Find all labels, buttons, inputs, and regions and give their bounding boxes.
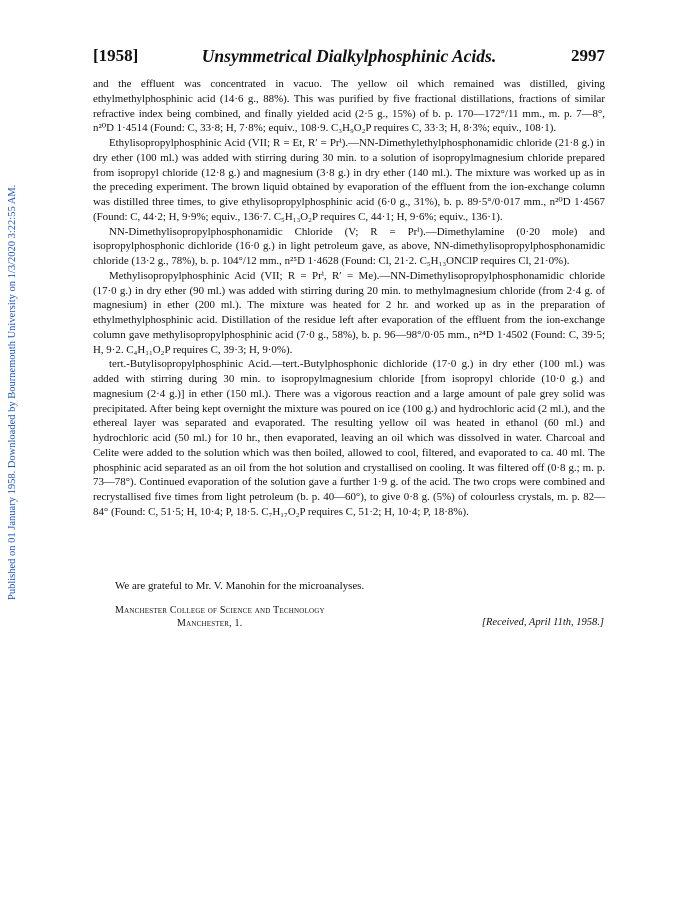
- paragraph-3: NN-Dimethylisopropylphosphonamidic Chloride (V; R = Prⁱ).—Dimethylamine (0·20 mole) and isopropylphosphonic dichloride (16·0 g.) in light petroleum gave, as above, NN-dimethylisopropylphosphonamidic chloride (13·2 g., 78%), b. p. 104°/12 mm., n²⁵D 1·4628 (Found: Cl, 21·2. C₅H₁₃ONClP requires Cl, 21·0%).: [93, 225, 605, 267]
- side-download-note: [7, 130, 21, 600]
- received-date: [Received, April 11th, 1958.]: [481, 617, 604, 628]
- running-header: [93, 46, 605, 68]
- paragraph-4: Methylisopropylphosphinic Acid (VII; R = Prⁱ, R′ = Me).—NN-Dimethylisopropylphosphonamidic chloride (17·0 g.) in dry ether (90 ml.) was added with stirring during 20 min. to methylmagnesium chloride (from 2·4 g. of magnesium) in ether (200 ml.). The mixture was heated for 2 hr. and worked up as in the preparation of ethylmethylphosphinic acid. Distillation of the residue left after evaporation of the effluent from the ion-exchange column gave methylisopropylphosphinic acid (7·0 g., 58%), b. p. 96—98°/0·05 mm., n²⁴D 1·4502 (Found: C, 39·5; H, 9·2. C₄H₁₁O₂P requires C, 39·3; H, 9·0%).: [93, 269, 605, 356]
- header-title: Unsymmetrical Dialkylphosphinic Acids.: [201, 46, 497, 66]
- acknowledgement: We are grateful to Mr. V. Manohin for the microanalyses.: [115, 580, 365, 592]
- side-download-text: Published on 01 January 1958. Downloaded by Bournemouth University on 1/3/2020 3:22:55 AM.: [7, 184, 18, 600]
- header-page-number: 2997: [571, 46, 605, 65]
- paragraph-2: Ethylisopropylphosphinic Acid (VII; R = Et, R′ = Prⁱ).—NN-Dimethylethylphosphonamidic chloride (21·8 g.) in dry ether (100 ml.) was added with stirring during 30 min. to a solution of isopropylmagnesium chloride prepared from isopropyl chloride (12·8 g.) and magnesium (3·8 g.) in dry ether (140 ml.). The mixture was worked up as in the preceding experiment. The brown liquid obtained by evaporation of the effluent from the ion-exchange column was distilled three times, to give ethylisopropylphosphinic acid (6·0 g., 31%), b. p. 89·5°/0·017 mm., n²⁰D 1·4567 (Found: C, 44·2; H, 9·9%; equiv., 136·7. C₅H₁₃O₂P requires C, 44·1; H, 9·6%; equiv., 136·1).: [93, 137, 605, 223]
- institution-line-2: Manchester, 1.: [177, 618, 243, 629]
- paragraph-5: tert.-Butylisopropylphosphinic Acid.—tert.-Butylphosphonic dichloride (17·0 g.) in dry ether (100 ml.) was added with stirring during 30 min. to isopropylmagnesium chloride [from isopropyl chloride (10·0 g.) and magnesium (2·4 g.)] in ether (150 ml.). There was a vigorous reaction and a large amount of pale grey solid was precipitated. After being kept overnight the mixture was poured on ice (100 g.) and hydrochloric acid (2 ml.), and the ethereal layer was separated and evaporated. The resulting yellow oil was heated in ethanol (60 ml.) and hydrochloric acid (50 ml.) for 10 hr., then evaporated, leaving an oil which was dissolved in water. Charcoal and Celite were added to the solution which was then boiled, allowed to cool, filtered, and evaporated to ca. 40 ml. The phosphinic acid separated as an oil from the hot solution and crystallised on cooling. It was filtered off (0·8 g.; m. p. 73—78°). Continued evaporation of the solution gave a further 1·9 g. of the acid. The two crops were combined and recrystallised five times from light petroleum (b. p. 40—60°), to give 0·8 g. (5%) of colourless crystals, m. p. 82—84° (Found: C, 51·5; H, 10·4; P, 18·5. C₇H₁₇O₂P requires C, 51·2; H, 10·4; P, 18·8%).: [93, 358, 605, 518]
- institution-line-1: Manchester College of Science and Technology: [115, 605, 325, 616]
- article-body: [93, 77, 605, 520]
- header-year: [1958]: [93, 46, 139, 65]
- institution-address: [115, 604, 325, 630]
- paragraph-1: and the effluent was concentrated in vacuo. The yellow oil which remained was distilled, giving ethylmethylphosphinic acid (14·6 g., 88%). This was purified by five fractional distillations, fractions of similar refractive index being combined, and finally yielded acid (2·5 g., 15%) of b. p. 170—172°/11 mm., m. p. 7—8°, n²⁰D 1·4514 (Found: C, 33·8; H, 7·8%; equiv., 108·9. C₃H₉O₂P requires C, 33·3; H, 8·3%; equiv., 108·1).: [93, 78, 605, 135]
